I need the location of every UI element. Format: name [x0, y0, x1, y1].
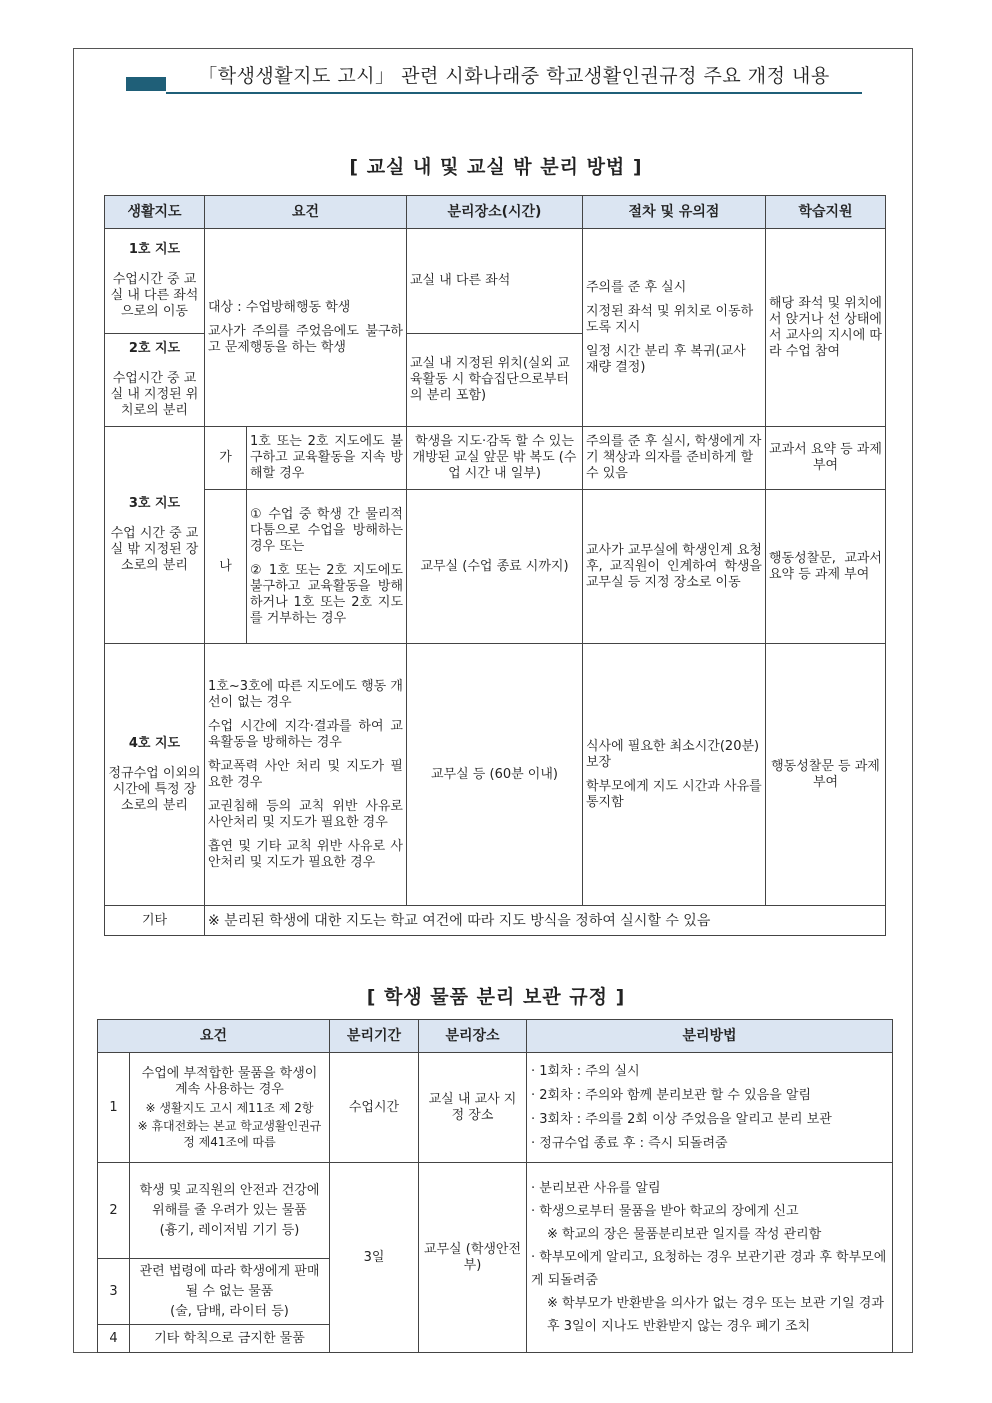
level4-name: 4호 지도: [128, 735, 181, 751]
storage-group-place: 교무실 (학생안전부): [419, 1163, 527, 1353]
level3-cell: [105, 427, 205, 644]
level4-cond4: 교권침해 등의 교칙 위반 사유로 사안처리 및 지도가 필요한 경우: [208, 798, 403, 830]
table-row-level4: [105, 644, 886, 906]
storage-row1-req1: 수업에 부적합한 물품을 학생이 계속 사용하는 경우: [141, 1065, 318, 1097]
level12-cond-line1: 대상 : 수업방해행동 학생: [208, 299, 351, 315]
level12-proc-line2: 지정된 좌석 및 위치로 이동하도록 지시: [586, 303, 754, 335]
storage-group-m4: · 학부모에게 알리고, 요청하는 경우 보관기관 경과 후 학부모에게 되돌려줌: [531, 1250, 887, 1288]
level3-name: 3호 지도: [128, 496, 181, 511]
level12-cond-line2: 교사가 주의를 주었음에도 불구하고 문제행동을 하는 학생: [208, 323, 403, 355]
level4-procedure: [583, 644, 766, 906]
header-support: 학습지원: [766, 196, 886, 229]
section1-title: [ 교실 내 및 교실 밖 분리 방법 ]: [349, 156, 643, 178]
storage-row2-req2: (흉기, 레이저빔 기기 등): [159, 1222, 300, 1238]
level12-proc-line1: 주의를 준 후 실시: [586, 279, 687, 295]
table-row-level3-na: [105, 490, 886, 644]
level3-ga-label: 가: [205, 427, 247, 490]
separation-method-table: [104, 195, 886, 936]
storage-row2-requirement: [130, 1163, 330, 1259]
level3-na-condition: [247, 490, 407, 644]
storage-header-method: 분리방법: [527, 1020, 893, 1053]
table-row-level3-ga: [105, 427, 886, 490]
header-guidance: 생활지도: [105, 196, 205, 229]
storage-row1-req2: ※ 생활지도 고시 제11조 제 2항: [145, 1100, 314, 1115]
storage-row1-num: 1: [98, 1053, 130, 1163]
storage-row3-requirement: [130, 1259, 330, 1325]
storage-header-place: 분리장소: [419, 1020, 527, 1053]
storage-row-1: [98, 1053, 893, 1163]
level2-desc: 수업시간 중 교실 내 지정된 위치로의 분리: [110, 371, 199, 418]
storage-group-method: [527, 1163, 893, 1353]
level3-ga-place: 학생을 지도·감독 할 수 있는 개방된 교실 앞문 밖 복도 (수업 시간 내 일부): [407, 427, 583, 490]
level3-ga-support: 교과서 요약 등 과제 부여: [766, 427, 886, 490]
table-row-level1: [105, 229, 886, 334]
storage-group-m5: ※ 학부모가 반환받을 의사가 없는 경우 또는 보관 기일 경과 후 3일이 지나도 반환받지 않는 경우 폐기 조치: [547, 1296, 884, 1334]
storage-row1-method: [527, 1053, 893, 1163]
level3-na-cond1: ① 수업 중 학생 간 물리적 다툼으로 수업을 방해하는 경우 또는: [250, 506, 403, 554]
level4-cell: [105, 644, 205, 906]
level3-ga-condition: 1호 또는 2호 지도에도 불구하고 교육활동을 지속 방해할 경우: [247, 427, 407, 490]
level4-condition: [205, 644, 407, 906]
item-storage-table: [97, 1019, 893, 1353]
storage-row1-period: 수업시간: [330, 1053, 419, 1163]
level4-proc2: 학부모에게 지도 시간과 사유를 통지함: [586, 778, 762, 810]
storage-row3-num: 3: [98, 1259, 130, 1325]
storage-group-period: 3일: [330, 1163, 419, 1353]
level1-cell: [105, 229, 205, 334]
level3-na-procedure: 교사가 교무실에 학생인계 요청 후, 교직원이 인계하여 학생을 교무실 등 지정 장소로 이동: [583, 490, 766, 644]
level1-name: 1호 지도: [128, 242, 181, 257]
level3-desc: 수업 시간 중 교실 밖 지정된 장소로의 분리: [110, 526, 199, 573]
level4-cond1: 1호~3호에 따른 지도에도 행동 개선이 없는 경우: [208, 678, 403, 710]
level2-cell: [105, 334, 205, 427]
storage-header-requirement: 요건: [98, 1020, 330, 1053]
level2-place: 교실 내 지정된 위치(실외 교육활동 시 학습집단으로부터의 분리 포함): [407, 334, 583, 427]
storage-group-m2: · 학생으로부터 물품을 받아 학교의 장에게 신고: [531, 1204, 799, 1219]
level4-support: 행동성찰문 등 과제 부여: [766, 644, 886, 906]
etc-text: ※ 분리된 학생에 대한 지도는 학교 여건에 따라 지도 방식을 정하여 실시할 수 있음: [205, 906, 886, 936]
section2-title: [ 학생 물품 분리 보관 규정 ]: [366, 986, 626, 1008]
storage-group-m3: ※ 학교의 장은 물품분리보관 일지를 작성 관리함: [547, 1227, 822, 1242]
level4-cond3: 학교폭력 사안 처리 및 지도가 필요한 경우: [208, 758, 403, 790]
storage-row4-requirement: 기타 학칙으로 금지한 물품: [130, 1325, 330, 1353]
storage-row1-place: 교실 내 교사 지정 장소: [419, 1053, 527, 1163]
storage-row2-num: 2: [98, 1163, 130, 1259]
header-requirement: 요건: [205, 196, 407, 229]
level12-support: 해당 좌석 및 위치에서 앉거나 선 상태에서 교사의 지시에 따라 수업 참여: [766, 229, 886, 427]
level3-na-label: 나: [205, 490, 247, 644]
storage-header-row: [98, 1020, 893, 1053]
level3-ga-procedure: 주의를 준 후 실시, 학생에게 자기 책상과 의자를 준비하게 할 수 있음: [583, 427, 766, 490]
level4-proc1: 식사에 필요한 최소시간(20분) 보장: [586, 738, 760, 770]
storage-row1-m2: · 2회차 : 주의와 함께 분리보관 할 수 있음을 알림: [531, 1087, 812, 1103]
level3-na-cond2: ② 1호 또는 2호 지도에도 불구하고 교육활동을 방해하거나 1호 또는 2호 지도를 거부하는 경우: [250, 562, 403, 626]
level4-cond5: 흡연 및 기타 교칙 위반 사유로 사안처리 및 지도가 필요한 경우: [208, 838, 403, 870]
table-header-row: [105, 196, 886, 229]
title-accent-bar: [126, 77, 166, 91]
storage-header-period: 분리기간: [330, 1020, 419, 1053]
level12-proc-line3: 일정 시간 분리 후 복귀(교사 재량 결정): [586, 343, 746, 375]
storage-row4-num: 4: [98, 1325, 130, 1353]
storage-row1-m3: · 3회차 : 주의를 2회 이상 주었음을 알리고 분리 보관: [531, 1111, 832, 1127]
page-title: 「학생생활지도 고시」 관련 시화나래중 학교생활인권규정 주요 개정 내용: [166, 62, 862, 94]
level12-procedure: [583, 229, 766, 427]
header-place: 분리장소(시간): [407, 196, 583, 229]
table-row-etc: [105, 906, 886, 936]
storage-group-m1: · 분리보관 사유를 알림: [531, 1181, 661, 1196]
etc-label: 기타: [105, 906, 205, 936]
storage-row3-req2: (술, 담배, 라이터 등): [170, 1303, 289, 1319]
storage-row2-req1: 학생 및 교직원의 안전과 건강에 위해를 줄 우려가 있는 물품: [139, 1182, 320, 1218]
storage-row1-m1: · 1회차 : 주의 실시: [531, 1063, 640, 1079]
header-procedure: 절차 및 유의점: [583, 196, 766, 229]
level2-name: 2호 지도: [128, 341, 181, 356]
storage-row3-req1: 관련 법령에 따라 학생에게 판매될 수 없는 물품: [139, 1263, 320, 1299]
level3-na-support: 행동성찰문, 교과서 요약 등 과제 부여: [766, 490, 886, 644]
level12-condition: [205, 229, 407, 427]
level4-place: 교무실 등 (60분 이내): [407, 644, 583, 906]
storage-row1-m4: · 정규수업 종료 후 : 즉시 되돌려줌: [531, 1135, 728, 1151]
level4-desc: 정규수업 이외의 시간에 특정 장소로의 분리: [108, 765, 201, 813]
level4-cond2: 수업 시간에 지각·결과를 하여 교육활동을 방해하는 경우: [208, 718, 403, 750]
level3-na-place: 교무실 (수업 종료 시까지): [407, 490, 583, 644]
level1-place: 교실 내 다른 좌석: [407, 229, 583, 334]
storage-row1-req3: ※ 휴대전화는 본교 학교생활인권규정 제41조에 따름: [137, 1118, 322, 1149]
level1-desc: 수업시간 중 교실 내 다른 좌석으로의 이동: [110, 272, 199, 319]
storage-row-2: [98, 1163, 893, 1259]
title-row: [126, 62, 862, 96]
storage-row1-requirement: [130, 1053, 330, 1163]
